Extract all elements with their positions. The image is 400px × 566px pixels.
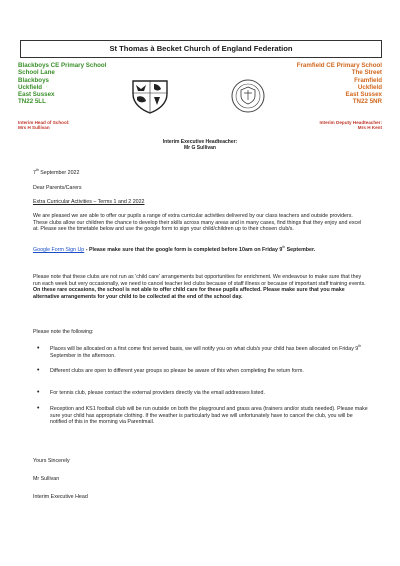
bullet-icon: • [37, 367, 40, 374]
executive-head-title: Interim Executive Headteacher: [162, 139, 238, 145]
bullet-icon: • [37, 389, 40, 396]
left-role-title: Interim Head of School: [18, 120, 70, 125]
intro-paragraph: We are pleased we are able to offer our pupils a range of extra curricular activities delivered by our class teachers and outside providers. These clubs allow our children the chance to develop their skills across many areas and in many cases, find things that they enjoy and excel at. Please see the timetable below and use the google form to sign your child/children up to their chosen club/s. [33, 213, 362, 233]
right-school-line: East Sussex [345, 91, 382, 99]
letter-subject: Extra Curricular Activities – Terms 1 and 2 2022 [33, 199, 145, 205]
childcare-warning: On these rare occasions, the school is not able to offer child care for these pupils affected. Please make sure that you make alternative arrangements for your child to be collected at the end of the school day. [33, 287, 345, 301]
childcare-paragraph [33, 274, 368, 301]
left-school-address [18, 62, 106, 106]
right-school-line: Uckfield [357, 83, 382, 91]
list-item-text: Reception and KS1 football club will be run outside on both the playground and grass area (trainers and/or studs needed). Please make sure your child has appropriate clothing. If the weather is particularly bad we will unfortunately have to cancel the club, you will be notified of this in the morning via Parentmail. [50, 406, 368, 426]
date-day: 7 [33, 170, 36, 176]
salutation: Dear Parents/Carers [33, 185, 82, 191]
shield-crest-icon [130, 78, 170, 114]
right-school-line: Framfield [354, 76, 382, 84]
right-school-line: TN22 5NR [352, 98, 382, 106]
letter-date [33, 170, 368, 177]
list-item-text: For tennis club, please contact the external providers directly via the email addresses listed. [50, 390, 265, 396]
list-item [33, 406, 368, 430]
list-item-text: Different clubs are open to different year groups so please be aware of this when completing the return form. [50, 368, 304, 374]
right-role [319, 120, 382, 131]
circular-seal-icon [230, 78, 266, 114]
left-school-line: Blackboys [18, 76, 49, 84]
list-item [33, 346, 368, 362]
google-form-link[interactable]: Google Form Sign Up [33, 247, 85, 253]
closing: Yours Sincerely [33, 458, 70, 464]
right-role-title: Interim Deputy Headteacher: [319, 120, 382, 125]
right-school-line: Framfield CE Primary School [296, 62, 382, 69]
note-intro: Please note the following: [33, 329, 94, 335]
left-school-line: East Sussex [18, 91, 55, 99]
bullet-icon: • [37, 345, 40, 352]
left-school-line: TN22 5LL [18, 98, 46, 106]
childcare-text: Please note that these clubs are not run as 'child care' arrangements but opportunities for enrichment. We endeavour to make sure that they run each week but very occasionally, we need to cancel teacher led clubs because of staff illness or because of important staff training events. [33, 274, 366, 287]
right-role-name: Mrs H Kent [357, 125, 382, 131]
left-role-name: Mrs H Sullivan [18, 125, 50, 131]
form-deadline-a: - Please make sure that the google form is completed before 10am on Friday 9 [84, 247, 283, 253]
date-rest: September 2022 [38, 170, 80, 176]
bullet-icon: • [37, 405, 40, 412]
left-school-line: School Lane [18, 69, 55, 77]
signature-name: Mr Sullivan [33, 476, 60, 482]
executive-head [0, 139, 400, 151]
executive-head-name: Mr G Sullivan [184, 145, 216, 151]
form-paragraph [33, 247, 368, 254]
left-school-line: Blackboys CE Primary School [18, 62, 107, 69]
right-school-line: The Street [351, 69, 382, 77]
form-deadline-sup: th [282, 245, 286, 250]
list-item-text: Places will be allocated on a first come first served basis, we will notify you on what club/s your child has been allocated on Friday 9th September in the afternoon. [50, 344, 362, 359]
left-role [18, 120, 70, 131]
right-school-address [297, 62, 382, 106]
signature-role: Interim Executive Head [33, 494, 88, 500]
federation-title: St Thomas à Becket Church of England Federation [20, 40, 382, 58]
form-deadline-b: September. [285, 247, 316, 253]
left-school-line: Uckfield [18, 83, 43, 91]
date-suffix: th [35, 168, 39, 173]
list-item [33, 368, 368, 384]
list-item [33, 390, 368, 398]
